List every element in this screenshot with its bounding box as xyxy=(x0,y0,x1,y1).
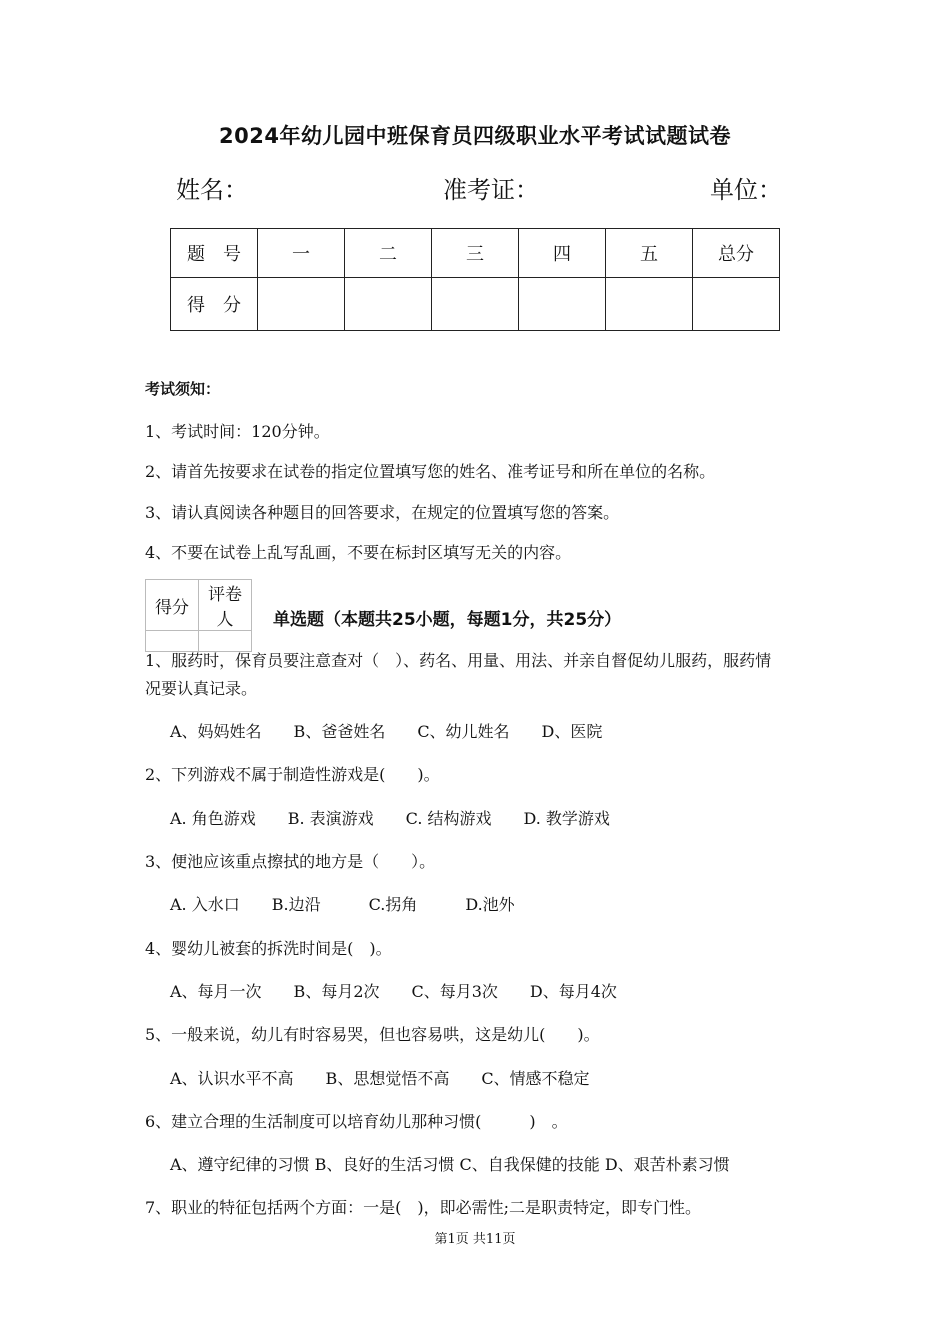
score-header-cell: 三 xyxy=(432,229,519,278)
unit-label: 单位： xyxy=(710,176,782,204)
question-options: A. 入水口 B.边沿 C.拐角 D.池外 xyxy=(170,895,515,914)
score-cell[interactable] xyxy=(519,278,606,331)
score-header-cell: 五 xyxy=(606,229,693,278)
score-table-score-row xyxy=(171,278,780,331)
notice-item: 3、请认真阅读各种题目的回答要求，在规定的位置填写您的答案。 xyxy=(145,503,620,522)
score-cell[interactable] xyxy=(345,278,432,331)
score-row-label: 得 分 xyxy=(171,278,258,331)
notice-item: 2、请首先按要求在试卷的指定位置填写您的姓名、准考证号和所在单位的名称。 xyxy=(145,462,716,481)
question-options: A、每月一次 B、每月2次 C、每月3次 D、每月4次 xyxy=(170,982,617,1001)
score-table-header-row xyxy=(171,229,780,278)
question-text: 1、服药时，保育员要注意查对（ ）、药名、用量、用法、并亲自督促幼儿服药，服药情 xyxy=(145,651,772,670)
question-text: 4、婴幼儿被套的拆洗时间是( )。 xyxy=(145,939,392,958)
question-text: 况要认真记录。 xyxy=(145,679,258,698)
section-title: 单选题（本题共25小题，每题1分，共25分） xyxy=(273,610,622,630)
page-footer: 第1页 共11页 xyxy=(434,1232,516,1247)
score-header-cell: 四 xyxy=(519,229,606,278)
score-cell[interactable] xyxy=(693,278,780,331)
score-header-cell: 题 号 xyxy=(171,229,258,278)
question-text: 2、下列游戏不属于制造性游戏是( )。 xyxy=(145,765,440,784)
question-options: A. 角色游戏 B. 表演游戏 C. 结构游戏 D. 教学游戏 xyxy=(170,809,610,828)
grader-box xyxy=(145,579,252,652)
question-options: A、认识水平不高 B、思想觉悟不高 C、情感不稳定 xyxy=(170,1069,590,1088)
question-options: A、遵守纪律的习惯 B、良好的生活习惯 C、自我保健的技能 D、艰苦朴素习惯 xyxy=(170,1155,730,1174)
score-cell[interactable] xyxy=(258,278,345,331)
question-text: 6、建立合理的生活制度可以培育幼儿那种习惯( ) 。 xyxy=(145,1112,568,1131)
notice-item: 1、考试时间：120分钟。 xyxy=(145,422,330,441)
name-label: 姓名： xyxy=(176,176,248,204)
grader-score-label: 得分 xyxy=(146,580,199,631)
score-header-cell: 二 xyxy=(345,229,432,278)
notice-item: 4、不要在试卷上乱写乱画，不要在标封区填写无关的内容。 xyxy=(145,543,572,562)
question-text: 7、职业的特征包括两个方面：一是( )，即必需性;二是职责特定，即专门性。 xyxy=(145,1198,702,1217)
score-cell[interactable] xyxy=(432,278,519,331)
notice-title: 考试须知： xyxy=(145,380,221,398)
score-header-cell: 一 xyxy=(258,229,345,278)
question-text: 3、便池应该重点擦拭的地方是（ ）。 xyxy=(145,852,436,871)
score-header-cell: 总分 xyxy=(693,229,780,278)
grader-reviewer-label: 评卷人 xyxy=(199,580,252,631)
ticket-label: 准考证： xyxy=(443,176,539,204)
page-title: 2024年幼儿园中班保育员四级职业水平考试试题试卷 xyxy=(219,124,731,148)
question-options: A、妈妈姓名 B、爸爸姓名 C、幼儿姓名 D、医院 xyxy=(170,722,603,741)
score-table xyxy=(170,228,780,331)
question-text: 5、一般来说，幼儿有时容易哭，但也容易哄，这是幼儿( )。 xyxy=(145,1025,600,1044)
score-cell[interactable] xyxy=(606,278,693,331)
